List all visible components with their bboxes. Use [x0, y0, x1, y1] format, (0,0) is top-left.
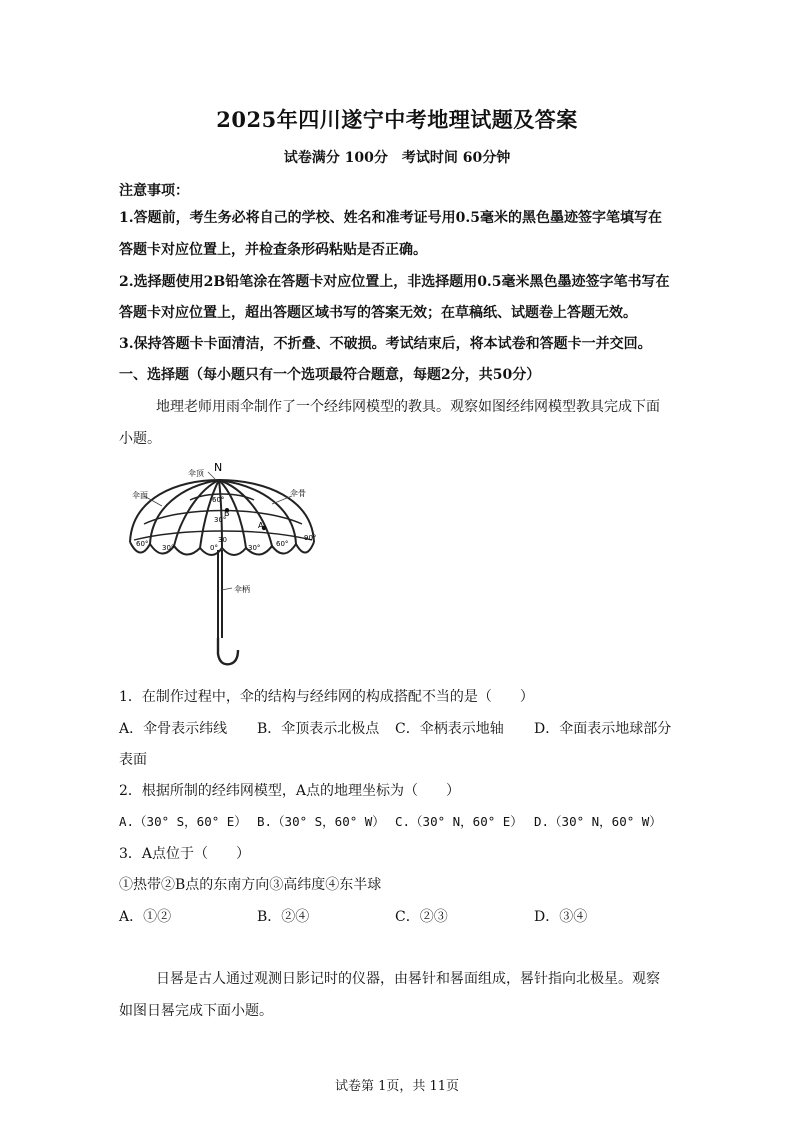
umbrella-rib-label: 伞骨: [290, 489, 306, 498]
intro-paragraph: 如图日晷完成下面小题。: [119, 1003, 273, 1019]
lon-30w-label: 30°: [162, 544, 175, 552]
point-b-label: B: [224, 509, 230, 518]
lat-60-label: 60°: [212, 496, 225, 504]
question-1-option-d-continued: 表面: [119, 752, 147, 768]
question-1-option-b: B．伞顶表示北极点: [257, 721, 380, 737]
section-heading: 一、选择题（每小题只有一个选项最符合题意，每题2分，共50分）: [119, 367, 541, 383]
page-footer: 试卷第 1页，共 11页: [334, 1079, 460, 1094]
intro-paragraph: 小题。: [119, 431, 161, 447]
lat-30-label: 30°: [214, 516, 227, 524]
question-3-stem: 3．A点位于（ ）: [119, 846, 251, 862]
note-line: 答题卡对应位置上，并检查条形码粘贴是否正确。: [119, 242, 427, 258]
question-2-option-c: C.（30° N，60° E）: [395, 814, 523, 829]
question-2-option-b: B.（30° S，60° W）: [257, 814, 385, 829]
lon-60e-label: 60°: [276, 540, 289, 548]
notes-heading: 注意事项：: [119, 183, 189, 199]
umbrella-top-label: 伞顶: [188, 469, 204, 478]
lon-30e-label: 30°: [248, 544, 261, 552]
umbrella-hook: [218, 638, 238, 664]
lon-0-label: 0°: [210, 544, 218, 552]
question-1-stem: 1．在制作过程中，伞的结构与经纬网的构成搭配不当的是（ ）: [119, 689, 534, 705]
question-1-option-a: A．伞骨表示纬线: [119, 721, 228, 737]
note-line: 3.保持答题卡卡面清洁，不折叠、不破损。考试结束后，将本试卷和答题卡一并交回。: [119, 336, 652, 352]
lon-60w-label: 60°: [136, 540, 149, 548]
page-title: 2025年四川遂宁中考地理试题及答案: [216, 107, 578, 132]
question-3-statements: ①热带②B点的东南方向③高纬度④东半球: [119, 877, 382, 893]
equator-30-label: 30: [218, 536, 227, 544]
exam-info: 试卷满分 100分 考试时间 60分钟: [283, 150, 511, 166]
lon-90e-label: 90°: [304, 534, 317, 542]
question-3-option-a: A．①②: [119, 909, 172, 925]
question-3-option-b: B．②④: [257, 909, 310, 925]
question-2-stem: 2．根据所制的经纬网模型，A点的地理坐标为（ ）: [119, 783, 461, 799]
umbrella-surface-label: 伞面: [132, 491, 148, 500]
note-line: 1.答题前，考生务必将自己的学校、姓名和准考证号用0.5毫米的黑色墨迹签字笔填写在: [119, 210, 662, 226]
intro-paragraph: 日晷是古人通过观测日影记时的仪器，由晷针和晷面组成，晷针指向北极星。观察: [156, 971, 660, 987]
question-1-option-c: C．伞柄表示地轴: [395, 721, 504, 737]
intro-paragraph: 地理老师用雨伞制作了一个经纬网模型的教具。观察如图经纬网模型教具完成下面: [156, 399, 660, 415]
question-1-option-d: D．伞面表示地球部分: [534, 721, 672, 737]
north-label: N: [214, 461, 223, 474]
question-2-option-d: D.（30° N，60° W）: [534, 814, 662, 829]
point-a-label: A: [258, 521, 264, 530]
meridian-line: [200, 480, 219, 548]
umbrella-handle-label: 伞柄: [234, 585, 250, 594]
note-line: 答题卡对应位置上，超出答题区域书写的答案无效；在草稿纸、试题卷上答题无效。: [119, 305, 637, 321]
question-3-option-d: D．③④: [534, 909, 588, 925]
question-2-option-a: A.（30° S，60° E）: [119, 814, 247, 829]
umbrella-graticule-figure: [122, 458, 327, 670]
note-line: 2.选择题使用2B铅笔涂在答题卡对应位置上，非选择题用0.5毫米黑色墨迹签字笔书写在: [119, 274, 670, 290]
question-3-option-c: C．②③: [395, 909, 448, 925]
